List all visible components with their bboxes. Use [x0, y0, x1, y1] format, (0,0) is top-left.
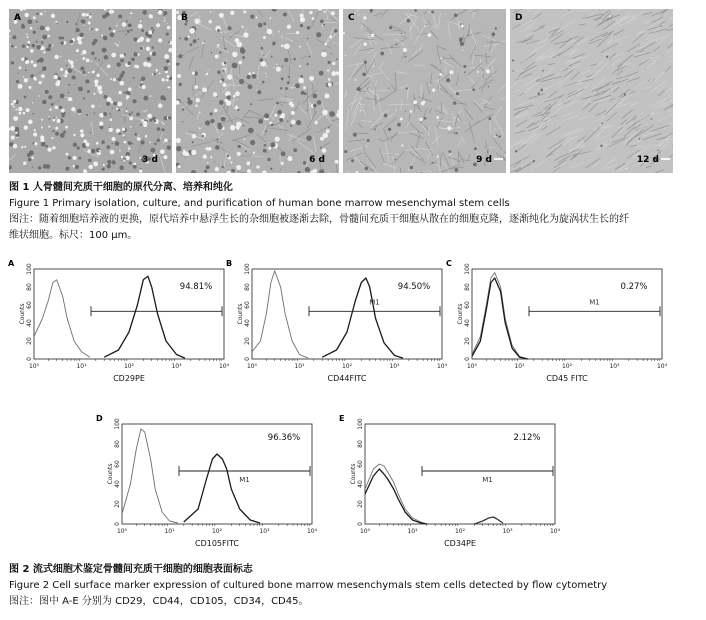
gate-marker-label: M1 — [239, 476, 250, 484]
culture-day-label: 3 d — [142, 155, 158, 165]
y-tick-label: 60 — [26, 301, 33, 309]
y-tick-label: 20 — [114, 500, 121, 508]
x-tick-label: 10⁰ — [28, 363, 40, 370]
y-tick-label: 80 — [26, 283, 33, 291]
positive-percentage: 94.50% — [397, 282, 431, 292]
micrograph-a-image — [9, 9, 172, 173]
y-tick-label: 80 — [114, 440, 121, 448]
micrograph-panel-a — [9, 9, 172, 173]
histogram-panel-a — [8, 257, 233, 383]
y-axis-label: Counts — [237, 303, 244, 325]
scale-bar — [494, 158, 503, 160]
y-tick-label: 40 — [26, 319, 33, 327]
gate-marker-label: M1 — [369, 298, 380, 307]
y-tick-label: 0 — [357, 522, 364, 526]
scale-bar — [661, 158, 670, 160]
y-tick-label: 100 — [114, 418, 121, 430]
y-tick-label: 0 — [244, 357, 251, 361]
x-tick-label: 10³ — [259, 528, 270, 535]
positive-percentage: 94.81% — [179, 282, 213, 292]
figure-2-note: 图注：图中 A-E 分别为 CD29，CD44，CD105，CD34，CD45。 — [9, 596, 309, 607]
x-axis-label: CD105FITC — [195, 539, 239, 548]
x-tick-label: 10³ — [389, 363, 400, 370]
positive-percentage: 96.36% — [267, 433, 301, 443]
culture-day-label: 6 d — [309, 155, 325, 165]
histogram-panel-d — [96, 412, 321, 552]
x-tick-label: 10² — [454, 528, 466, 535]
histogram-series-2 — [322, 278, 403, 358]
x-tick-label: 10³ — [609, 363, 620, 370]
micrograph-panel-c — [343, 9, 506, 173]
y-tick-label: 40 — [114, 480, 121, 488]
positive-percentage: 0.27% — [620, 282, 648, 292]
x-tick-label: 10² — [341, 363, 353, 370]
y-tick-label: 40 — [357, 480, 364, 488]
y-tick-label: 80 — [464, 283, 471, 291]
y-tick-label: 60 — [244, 301, 251, 309]
x-tick-label: 10⁰ — [116, 528, 128, 535]
x-tick-label: 10⁰ — [359, 528, 371, 535]
panel-label: B — [181, 13, 188, 23]
gate-marker-label: M1 — [589, 298, 600, 307]
y-tick-label: 0 — [26, 357, 33, 361]
y-tick-label: 40 — [244, 319, 251, 327]
panel-label: C — [446, 259, 452, 268]
y-axis-label: Counts — [350, 463, 357, 485]
micrograph-c-image — [343, 9, 506, 173]
x-tick-label: 10¹ — [76, 363, 87, 370]
y-tick-label: 60 — [357, 460, 364, 468]
panel-label: E — [339, 414, 345, 423]
y-tick-label: 0 — [464, 357, 471, 361]
y-axis-label: Counts — [19, 303, 26, 325]
x-tick-label: 10⁴ — [306, 528, 318, 535]
y-tick-label: 80 — [357, 440, 364, 448]
histogram-series-3 — [474, 517, 503, 524]
y-tick-label: 40 — [464, 319, 471, 327]
micrograph-panel-b — [176, 9, 339, 173]
histogram-series-1 — [252, 271, 308, 358]
x-tick-label: 10⁴ — [549, 528, 561, 535]
micrograph-panel-d — [510, 9, 673, 173]
panel-label: A — [8, 259, 15, 268]
histogram-series-1 — [34, 280, 90, 357]
x-tick-label: 10¹ — [164, 528, 175, 535]
figure-1-note-line-1: 图注：随着细胞培养液的更换，原代培养中悬浮生长的杂细胞被逐渐去除，骨髓间充质干细胞从散在的细胞克隆，逐渐纯化为旋涡状生长的纤 — [9, 214, 629, 225]
y-tick-label: 20 — [244, 337, 251, 345]
y-tick-label: 100 — [464, 263, 471, 275]
panel-label: C — [348, 13, 355, 23]
panel-label: D — [96, 414, 103, 423]
x-tick-label: 10⁰ — [466, 363, 478, 370]
x-tick-label: 10³ — [171, 363, 182, 370]
panel-label: B — [226, 259, 233, 268]
figure-1-note-line-2: 维状细胞。标尺：100 μm。 — [9, 230, 138, 241]
x-axis-label: CD44FITC — [327, 374, 367, 383]
x-tick-label: 10¹ — [514, 363, 525, 370]
y-axis-label: Counts — [457, 303, 464, 325]
y-tick-label: 60 — [114, 460, 121, 468]
histogram-panel-b — [226, 257, 451, 383]
histogram-series-1 — [472, 273, 528, 359]
histogram-series-1 — [122, 429, 178, 523]
histogram-panel-c — [446, 257, 671, 383]
x-tick-label: 10² — [123, 363, 135, 370]
culture-day-label: 9 d — [476, 155, 492, 165]
panel-label: D — [515, 13, 523, 23]
y-tick-label: 20 — [26, 337, 33, 345]
y-tick-label: 100 — [26, 263, 33, 275]
histogram-series-2 — [184, 454, 260, 523]
histogram-series-2 — [104, 276, 185, 358]
x-tick-label: 10¹ — [407, 528, 418, 535]
y-tick-label: 100 — [357, 418, 364, 430]
x-tick-label: 10⁴ — [218, 363, 230, 370]
y-tick-label: 80 — [244, 283, 251, 291]
culture-day-label: 12 d — [636, 155, 659, 165]
x-tick-label: 10⁰ — [246, 363, 258, 370]
figure-1-title-cn: 图 1 人骨髓间充质干细胞的原代分离、培养和纯化 — [9, 182, 233, 193]
figure-2-title-en: Figure 2 Cell surface marker expression of cultured bone marrow mesenchymals stem cells detected by flow cytometry — [9, 580, 608, 591]
y-tick-label: 20 — [464, 337, 471, 345]
micrograph-d-image — [510, 9, 673, 173]
x-tick-label: 10² — [211, 528, 223, 535]
y-axis-label: Counts — [107, 463, 114, 485]
gate-marker-label: M1 — [482, 476, 493, 484]
x-axis-label: CD45 FITC — [546, 374, 588, 383]
x-tick-label: 10⁴ — [436, 363, 448, 370]
x-axis-label: CD34PE — [444, 539, 476, 548]
y-tick-label: 60 — [464, 301, 471, 309]
x-tick-label: 10⁴ — [656, 363, 668, 370]
x-axis-label: CD29PE — [113, 374, 145, 383]
y-tick-label: 20 — [357, 500, 364, 508]
histogram-series-2 — [365, 469, 427, 524]
x-tick-label: 10¹ — [294, 363, 305, 370]
panel-label: A — [14, 13, 21, 23]
x-tick-label: 10² — [561, 363, 573, 370]
positive-percentage: 2.12% — [513, 433, 541, 443]
histogram-panel-e — [339, 412, 564, 552]
histogram-series-2 — [472, 278, 528, 359]
y-tick-label: 0 — [114, 522, 121, 526]
figure-2-title-cn: 图 2 流式细胞术鉴定骨髓间充质干细胞的细胞表面标志 — [9, 564, 253, 575]
figure-1-title-en: Figure 1 Primary isolation, culture, and purification of human bone marrow mesenchymal stem cells — [9, 198, 510, 209]
micrograph-b-image — [176, 9, 339, 173]
y-tick-label: 100 — [244, 263, 251, 275]
x-tick-label: 10³ — [502, 528, 513, 535]
